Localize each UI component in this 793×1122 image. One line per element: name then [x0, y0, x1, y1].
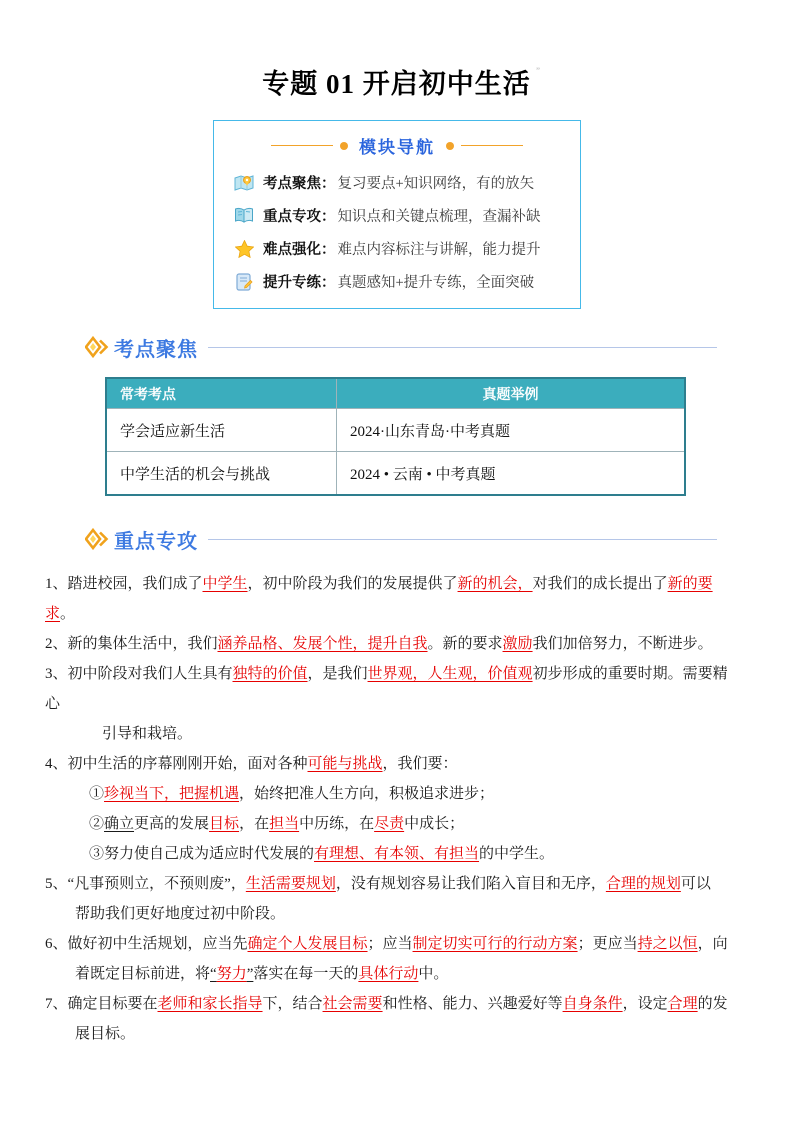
text-line — [89, 779, 755, 809]
plain-text: 6、做好初中生活规划，应当先 — [45, 936, 248, 952]
content-lines — [45, 569, 755, 1049]
nav-item-desc: 复习要点+知识网络，有的放矢 — [337, 176, 535, 192]
table-header-cell: 常考考点 — [106, 378, 337, 409]
table-cell: 2024 • 云南 • 中考真题 — [337, 452, 686, 496]
highlight-red-underline: 珍视当下，把握机遇 — [104, 786, 240, 802]
highlight-red-underline: 生活需要规划 — [245, 876, 336, 892]
highlight-red-underline: 独特的价值 — [232, 666, 308, 682]
nav-item-desc: 真题感知+提升专练，全面突破 — [337, 275, 535, 291]
plain-text: ，初中阶段为我们的发展提供了 — [247, 576, 458, 592]
text-line — [89, 809, 755, 839]
nav-item-kaodian — [214, 166, 580, 199]
highlight-red-underline: 自身条件 — [562, 996, 623, 1012]
nav-item-desc: 难点内容标注与讲解，能力提升 — [337, 242, 541, 258]
book-icon — [234, 207, 254, 225]
plain-text: ，我们要： — [382, 756, 458, 772]
decor-line-right — [461, 145, 523, 146]
plain-text: 。新的要求 — [427, 636, 503, 652]
module-nav-header — [214, 133, 580, 158]
highlight-red-underline: 新的要 — [667, 576, 713, 592]
plain-text: 着既定目标前进，将 — [75, 966, 211, 982]
decor-dot-right — [446, 142, 454, 150]
plain-text: 展目标。 — [75, 1026, 136, 1042]
double-diamond-icon — [85, 528, 109, 550]
text-line — [45, 869, 755, 899]
text-line — [102, 719, 755, 749]
plain-text: 可以 — [680, 876, 711, 892]
plain-text: ，设定 — [622, 996, 668, 1012]
highlight-red-underline: 合理 — [667, 996, 698, 1012]
notebook-icon — [234, 273, 254, 291]
plain-text: 我们加倍努力，不断进步。 — [532, 636, 713, 652]
highlight-red-underline: 确定个人发展目标 — [247, 936, 368, 952]
plain-text: 心 — [45, 696, 61, 712]
highlight-red-underline: 涵养品格、发展个性，提升自我 — [217, 636, 428, 652]
plain-text: 中历练，在 — [299, 816, 375, 832]
highlight-red-underline: 尽责 — [374, 816, 405, 832]
nav-item-label: 难点强化： — [263, 242, 336, 258]
highlight-underline: “ — [210, 966, 217, 982]
plain-text: 中成长； — [404, 816, 465, 832]
table-header-row — [106, 378, 685, 409]
highlight-red-underline: 努力 — [216, 966, 247, 982]
exam-points-table — [105, 377, 686, 496]
plain-text: 初步形成的重要时期。需要精 — [532, 666, 728, 682]
highlight-red-underline: 合理的规划 — [605, 876, 681, 892]
plain-text: ；应当 — [367, 936, 413, 952]
text-line — [89, 839, 755, 869]
table-cell: 学会适应新生活 — [106, 409, 337, 452]
text-line — [45, 689, 755, 719]
section-title: 考点聚焦 — [114, 338, 198, 361]
highlight-underline: 确立 — [104, 816, 135, 832]
plain-text: ，是我们 — [307, 666, 368, 682]
highlight-red-underline: 有理想、有本领、有担当 — [314, 846, 480, 862]
star-icon — [234, 240, 254, 258]
plain-text: 更高的发展 — [134, 816, 210, 832]
plain-text: 中。 — [418, 966, 449, 982]
module-nav-title: 模块导航 — [359, 138, 435, 157]
plain-text: ，没有规划容易让我们陷入盲目和无序， — [335, 876, 606, 892]
plain-text: ，在 — [239, 816, 270, 832]
table-row — [106, 452, 685, 496]
nav-item-label: 考点聚焦： — [263, 176, 336, 192]
text-line — [45, 929, 755, 959]
section-divider-line — [208, 539, 717, 540]
highlight-red-underline: 求 — [45, 606, 61, 622]
plain-text: ② — [89, 816, 105, 832]
plain-text: ，始终把准人生方向，积极追求进步； — [239, 786, 495, 802]
nav-item-label: 重点专攻： — [263, 209, 336, 225]
text-line — [75, 1019, 755, 1049]
section-title: 重点专攻 — [114, 530, 198, 553]
highlight-red-underline: 担当 — [269, 816, 300, 832]
section-header-zhongdian — [85, 524, 717, 554]
plain-text: 7、确定目标要在 — [45, 996, 158, 1012]
plain-text: 5、“凡事预则立，不预则废”， — [45, 876, 246, 892]
text-line — [45, 629, 755, 659]
plain-text: ③努力使自己成为适应时代发展的 — [89, 846, 315, 862]
table-cell: 中学生活的机会与挑战 — [106, 452, 337, 496]
page-title: 专题 01 开启初中生活 — [262, 69, 531, 99]
text-line — [45, 599, 755, 629]
plain-text: 下，结合 — [262, 996, 323, 1012]
highlight-red-underline: 新的机会， — [457, 576, 533, 592]
table-cell: 2024·山东青岛·中考真题 — [337, 409, 686, 452]
stray-mark: ” — [536, 66, 540, 76]
nav-item-desc: 知识点和关键点梳理，查漏补缺 — [337, 209, 541, 225]
plain-text: 帮助我们更好地度过初中阶段。 — [75, 906, 286, 922]
highlight-red-underline: 激励 — [502, 636, 533, 652]
highlight-red-underline: 持之以恒 — [637, 936, 698, 952]
plain-text: 1、踏进校园，我们成了 — [45, 576, 203, 592]
text-line — [75, 959, 755, 989]
highlight-red-underline: 制定切实可行的行动方案 — [412, 936, 578, 952]
highlight-red-underline: 目标 — [209, 816, 240, 832]
text-line — [45, 659, 755, 689]
plain-text: 。 — [60, 606, 76, 622]
plain-text: 2、新的集体生活中，我们 — [45, 636, 218, 652]
highlight-underline: ” — [246, 966, 254, 982]
map-pin-icon — [234, 174, 254, 192]
text-line — [45, 989, 755, 1019]
text-line — [45, 749, 755, 779]
nav-item-label: 提升专练： — [263, 275, 336, 291]
table-row — [106, 409, 685, 452]
highlight-red-underline: 老师和家长指导 — [157, 996, 263, 1012]
plain-text: 4、初中生活的序幕刚刚开始，面对各种 — [45, 756, 308, 772]
plain-text: ；更应当 — [577, 936, 638, 952]
table-header-cell: 真题举例 — [337, 378, 686, 409]
highlight-red-underline: 社会需要 — [322, 996, 383, 1012]
section-divider-line — [208, 347, 717, 348]
plain-text: 的中学生。 — [479, 846, 555, 862]
plain-text: 引导和栽培。 — [102, 726, 193, 742]
nav-item-zhongdian — [214, 199, 580, 232]
highlight-red-underline: 可能与挑战 — [307, 756, 383, 772]
text-line — [45, 569, 755, 599]
nav-item-tisheng — [214, 265, 580, 298]
highlight-red-underline: 具体行动 — [358, 966, 419, 982]
section-header-kaodian — [85, 332, 717, 362]
plain-text: ① — [89, 786, 105, 802]
highlight-red-underline: 世界观，人生观，价值观 — [367, 666, 533, 682]
plain-text: 的发 — [697, 996, 728, 1012]
highlight-red-underline: 中学生 — [202, 576, 248, 592]
plain-text: 和性格、能力、兴趣爱好等 — [382, 996, 563, 1012]
plain-text: 对我们的成长提出了 — [532, 576, 668, 592]
nav-item-nandian — [214, 232, 580, 265]
double-diamond-icon — [85, 336, 109, 358]
text-line — [75, 899, 755, 929]
decor-dot-left — [340, 142, 348, 150]
decor-line-left — [271, 145, 333, 146]
plain-text: 3、初中阶段对我们人生具有 — [45, 666, 233, 682]
plain-text: 落实在每一天的 — [253, 966, 359, 982]
plain-text: ，向 — [697, 936, 728, 952]
module-nav-box — [213, 120, 581, 309]
